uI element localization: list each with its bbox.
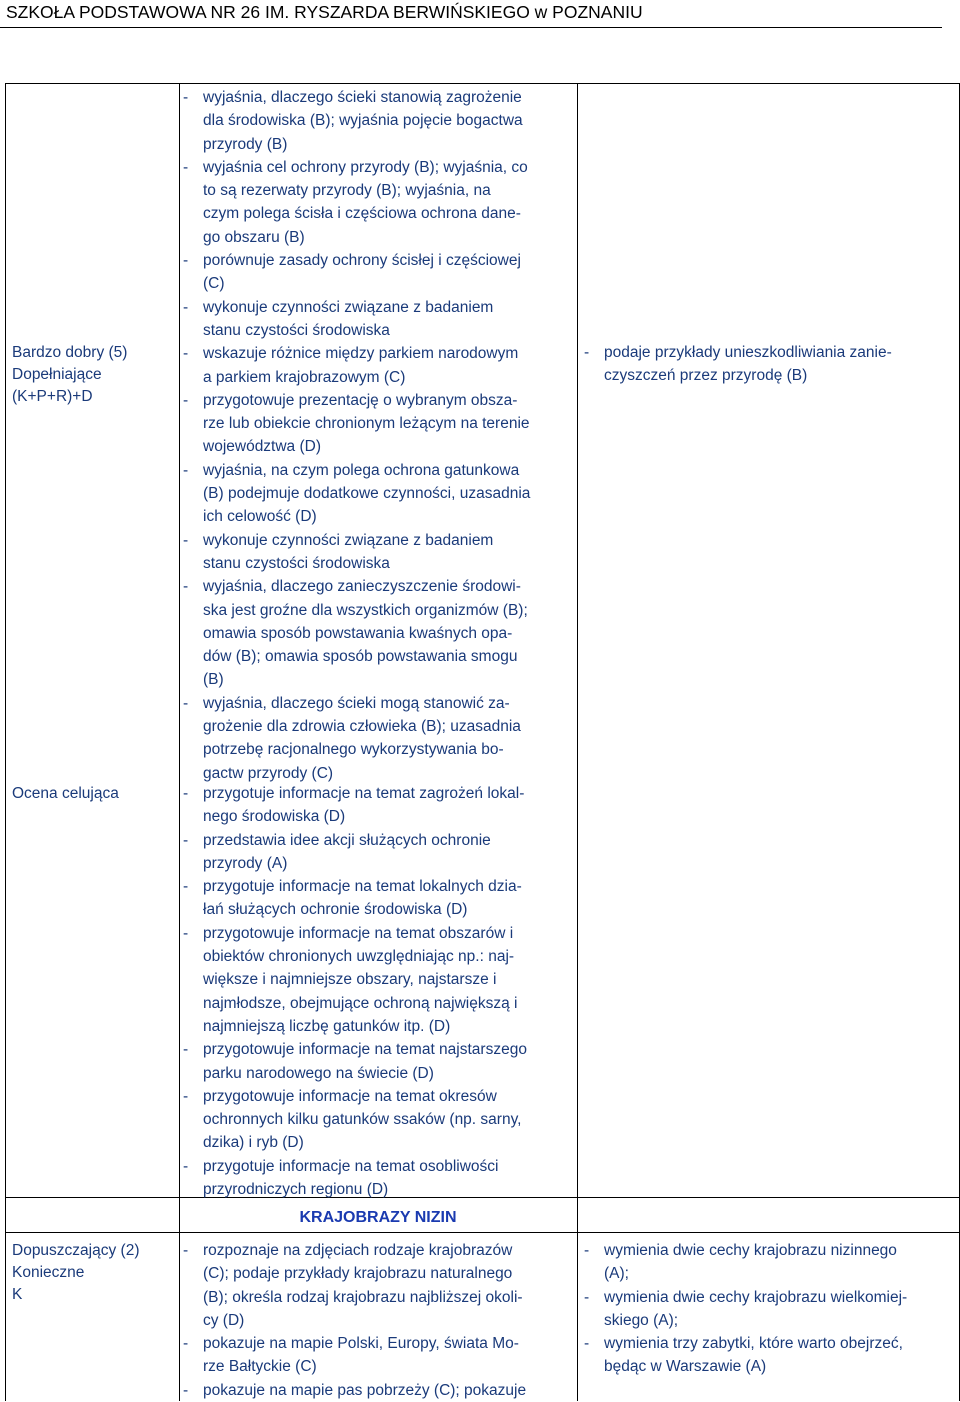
requirement-text (203, 1085, 575, 1155)
requirement-item (183, 1085, 575, 1155)
requirement-line: dla środowiska (B); wyjaśnia pojęcie bogactwa (203, 112, 523, 130)
requirement-text (203, 342, 575, 389)
requirement-line: przygotowuje informacje na temat okresów (203, 1087, 497, 1105)
bullet-dash: - (183, 252, 189, 270)
bullet-dash: - (183, 578, 189, 596)
requirement-text (604, 1332, 956, 1379)
requirements-list-bardzo-dobry (183, 86, 575, 785)
bullet-dash: - (183, 345, 189, 363)
requirement-line: to są rezerwaty przyrody (B); wyjaśnia, na (203, 182, 491, 200)
requirement-text (203, 389, 575, 459)
bullet-dash: - (183, 1381, 189, 1399)
requirement-line: obiektów chronionych uwzględniając np.: naj- (203, 948, 515, 966)
requirement-line: wyjaśnia, dlaczego ścieki stanowią zagrożenie (203, 89, 522, 106)
requirement-line: wyjaśnia, na czym polega ochrona gatunkowa (203, 461, 520, 479)
requirement-line: parku narodowego na świecie (D) (203, 1064, 434, 1082)
bullet-dash: - (183, 461, 189, 479)
grade-label-dopuszczajacy: Dopuszczający (2) Konieczne K (12, 1242, 140, 1303)
bullet-dash: - (183, 531, 189, 549)
requirement-item (183, 86, 575, 156)
requirements-list-bardzo-dobry-extra (584, 341, 956, 388)
requirement-item (183, 1155, 575, 1202)
requirement-line: ska jest groźne dla wszystkich organizmów (B); (203, 601, 528, 619)
requirement-text (604, 341, 956, 388)
requirement-line: ochronnych kilku gatunków ssaków (np. sarny, (203, 1111, 522, 1129)
bullet-dash: - (183, 785, 189, 802)
requirement-line: (B) (203, 671, 224, 689)
requirement-line: wymienia dwie cechy krajobrazu nizinnego (604, 1242, 897, 1259)
requirement-line: czym polega ścisła i częściowa ochrona dane- (203, 205, 521, 223)
requirements-list-celujaca (183, 782, 575, 1201)
requirement-item (183, 529, 575, 576)
bullet-dash: - (584, 1242, 590, 1259)
table-divider-col1 (179, 83, 180, 1401)
requirement-line: stanu czystości środowiska (203, 321, 390, 339)
requirements-list-dopuszczajacy (183, 1239, 575, 1402)
bullet-dash: - (183, 1242, 189, 1259)
requirement-item (183, 296, 575, 343)
requirement-item (584, 1286, 956, 1333)
requirement-item (183, 829, 575, 876)
requirement-text (203, 156, 575, 249)
requirement-line: wskazuje różnice między parkiem narodowym (203, 345, 519, 363)
page-header: SZKOŁA PODSTAWOWA NR 26 IM. RYSZARDA BERWIŃSKIEGO w POZNANIU (6, 2, 643, 22)
requirement-item (183, 459, 575, 529)
bullet-dash: - (183, 298, 189, 316)
bullet-dash: - (183, 158, 189, 176)
requirement-text (203, 1379, 575, 1402)
header-rule (0, 27, 942, 28)
bullet-dash: - (183, 694, 189, 712)
requirement-line: rze Bałtyckie (C) (203, 1358, 317, 1376)
bullet-dash: - (183, 89, 189, 106)
requirement-line: gactw przyrody (C) (203, 764, 334, 782)
requirement-line: go obszaru (B) (203, 228, 305, 246)
row-divider (5, 1232, 960, 1233)
requirement-line: dów (B); omawia sposób powstawania smogu (203, 648, 518, 666)
requirement-text (604, 1286, 956, 1333)
requirement-line: przygotuje informacje na temat lokalnych dzia- (203, 878, 522, 896)
requirement-line: skiego (A); (604, 1311, 679, 1329)
requirement-line: omawia sposób powstawania kwaśnych opa- (203, 624, 513, 642)
requirement-text (203, 86, 575, 156)
requirement-line: podaje przykłady unieszkodliwiania zanie- (604, 344, 892, 361)
requirement-line: wymienia dwie cechy krajobrazu wielkomiej- (604, 1288, 908, 1306)
requirement-text (203, 1038, 575, 1085)
requirement-item (183, 1379, 575, 1402)
requirement-item (584, 1332, 956, 1379)
grade-label-bardzo-dobry: Bardzo dobry (5) Dopełniające (K+P+R)+D (12, 344, 128, 405)
requirement-line: przyrody (A) (203, 854, 288, 872)
requirement-line: wyjaśnia cel ochrony przyrody (B); wyjaśnia, co (203, 158, 528, 176)
requirement-text (203, 875, 575, 922)
requirement-text (203, 922, 575, 1038)
requirement-line: (B); określa rodzaj krajobrazu najbliższej okoli- (203, 1288, 523, 1306)
requirement-text (203, 296, 575, 343)
bullet-dash: - (183, 1087, 189, 1105)
requirement-line: przyrody (B) (203, 135, 288, 153)
requirement-line: wyjaśnia, dlaczego ścieki mogą stanowić za- (203, 694, 510, 712)
bullet-dash: - (183, 924, 189, 942)
requirement-line: rozpoznaje na zdjęciach rodzaje krajobrazów (203, 1242, 513, 1259)
requirement-text (203, 782, 575, 829)
grade-label-celujaca: Ocena celująca (12, 785, 119, 802)
requirement-line: pokazuje na mapie pas pobrzeży (C); pokazuje (203, 1381, 527, 1399)
bullet-dash: - (183, 1157, 189, 1175)
requirement-line: pokazuje na mapie Polski, Europy, świata Mo- (203, 1335, 519, 1353)
requirement-text (203, 459, 575, 529)
requirement-item (183, 389, 575, 459)
requirement-item (183, 1239, 575, 1332)
requirement-line: cy (D) (203, 1311, 245, 1329)
bullet-dash: - (183, 831, 189, 849)
requirement-item (183, 782, 575, 829)
requirement-item (183, 922, 575, 1038)
requirement-item (183, 692, 575, 785)
table-divider-col2 (577, 83, 578, 1401)
table-border-top (5, 83, 960, 84)
requirement-line: czyszczeń przez przyrodę (B) (604, 367, 808, 385)
requirement-line: wykonuje czynności związane z badaniem (203, 298, 494, 316)
requirement-line: (A); (604, 1265, 629, 1283)
table-border-left (5, 83, 6, 1401)
requirement-line: rze lub obiekcie chronionym leżącym na terenie (203, 415, 530, 433)
requirement-text (203, 1155, 575, 1202)
requirement-line: potrzebę racjonalnego wykorzystywania bo- (203, 741, 504, 759)
bullet-dash: - (584, 1335, 590, 1353)
requirement-line: wymienia trzy zabytki, które warto obejrzeć, (604, 1335, 903, 1353)
requirement-line: najmniejszą liczbę gatunków itp. (D) (203, 1017, 451, 1035)
requirement-text (604, 1239, 956, 1286)
requirement-line: większe i najmniejsze obszary, najstarsze i (203, 971, 497, 989)
requirement-text (203, 1239, 575, 1332)
requirements-list-dopuszczajacy-extra (584, 1239, 956, 1379)
requirement-line: dzika) i ryb (D) (203, 1134, 304, 1152)
requirement-item (183, 1332, 575, 1379)
requirement-line: stanu czystości środowiska (203, 554, 390, 572)
bullet-dash: - (183, 1041, 189, 1059)
requirement-line: przygotuje informacje na temat osobliwości (203, 1157, 499, 1175)
requirement-line: (C); podaje przykłady krajobrazu naturalnego (203, 1265, 513, 1283)
requirement-line: przedstawia idee akcji służących ochronie (203, 831, 491, 849)
requirement-line: przygotowuje prezentację o wybranym obsza- (203, 391, 518, 409)
bullet-dash: - (584, 344, 590, 361)
requirement-line: wyjaśnia, dlaczego zanieczyszczenie środowi- (203, 578, 521, 596)
requirement-item (183, 156, 575, 249)
requirement-item (584, 1239, 956, 1286)
requirement-line: grożenie dla zdrowia człowieka (B); uzasadnia (203, 718, 521, 736)
requirement-line: przygotowuje informacje na temat najstarszego (203, 1041, 527, 1059)
requirement-line: porównuje zasady ochrony ścisłej i częściowej (203, 252, 521, 270)
requirement-line: najmłodsze, obejmujące ochroną największą i (203, 994, 518, 1012)
bullet-dash: - (183, 1335, 189, 1353)
requirement-line: przyrodniczych regionu (D) (203, 1181, 389, 1199)
requirement-text (203, 1332, 575, 1379)
requirement-text (203, 692, 575, 785)
requirement-item (183, 342, 575, 389)
requirement-line: (C) (203, 275, 225, 293)
section-title: KRAJOBRAZY NIZIN (299, 1209, 457, 1226)
requirement-line: nego środowiska (D) (203, 808, 346, 826)
requirement-line: (B) podejmuje dodatkowe czynności, uzasadnia (203, 485, 531, 503)
requirement-line: będąc w Warszawie (A) (604, 1358, 767, 1376)
requirement-line: województwa (D) (203, 438, 322, 456)
requirement-item (584, 341, 956, 388)
requirement-item (183, 1038, 575, 1085)
bullet-dash: - (183, 391, 189, 409)
requirement-text (203, 575, 575, 691)
bullet-dash: - (183, 878, 189, 896)
requirement-line: a parkiem krajobrazowym (C) (203, 368, 406, 386)
requirement-text (203, 249, 575, 296)
bullet-dash: - (584, 1288, 590, 1306)
requirement-line: łań służących ochronie środowiska (D) (203, 901, 468, 919)
requirement-line: przygotowuje informacje na temat obszarów i (203, 924, 514, 942)
requirement-item (183, 875, 575, 922)
requirement-item (183, 575, 575, 691)
requirement-line: przygotuje informacje na temat zagrożeń lokal- (203, 785, 525, 802)
requirement-line: wykonuje czynności związane z badaniem (203, 531, 494, 549)
requirement-text (203, 829, 575, 876)
requirement-line: ich celowość (D) (203, 508, 317, 526)
requirement-item (183, 249, 575, 296)
requirement-text (203, 529, 575, 576)
